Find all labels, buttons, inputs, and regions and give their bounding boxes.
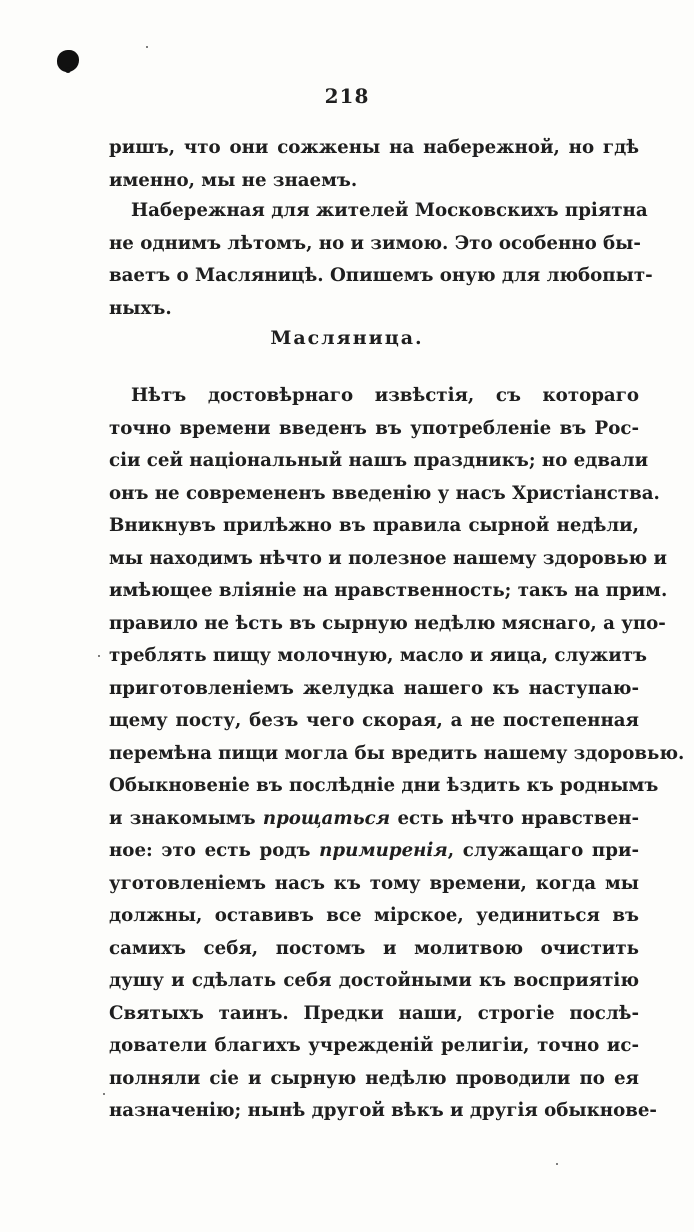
text-line: душу и сдѣлать себя достойными къ восприятію [109,970,639,991]
text-line: полняли сіе и сырную недѣлю проводили по ея [109,1067,639,1089]
text-line: сіи сей національный нашъ праздникъ; но едвали [109,450,649,471]
section-heading: Масляница. [270,327,424,349]
paragraph-maslenitsa [109,380,685,1128]
text-line: имѣющее вліяніе на нравственность; такъ на прим. [109,580,668,601]
text-line: уготовленіемъ насъ къ тому времени, когда мы [109,872,639,894]
text-line: ваетъ о Масляницѣ. Опишемъ оную для любопыт- [109,265,653,286]
page-number: 218 [324,84,370,108]
text-line: Обыкновеніе въ послѣдніе дни ѣздить къ роднымъ [109,775,659,796]
italic-phrase: прощаться [262,807,391,829]
text-segment: и знакомымъ [109,807,263,829]
paragraph-embankment [109,195,653,325]
text-segment: ное: это есть родъ [109,840,320,861]
text-line: перемѣна пищи могла бы вредить нашему здоровью. [109,742,685,764]
text-line [109,803,639,836]
text-line: приготовленіемъ желудка нашего къ наступаю- [109,677,639,699]
text-line: треблять пищу молочную, масло и яица, служитъ [109,645,648,666]
text-line: Нѣтъ достовѣрнаго извѣстія, съ котораго [131,385,639,406]
paper-speck [98,655,100,657]
text-line: Вникнувъ прилѣжно въ правила сырной недѣли, [109,515,639,536]
text-line: Набережная для жителей Московскихъ пріятна [131,200,648,221]
text-line: должны, оставивъ все мірское, уединиться въ [109,905,639,926]
text-line: ныхъ. [109,297,172,319]
text-line: дователи благихъ учрежденій религіи, точно ис- [109,1035,639,1056]
text-line: ришъ, что они сожжены на набережной, но гдѣ [109,137,639,158]
text-line: именно, мы не знаемъ. [109,169,358,191]
text-line: щему посту, безъ чего скорая, а не постепенная [109,710,639,731]
ink-blot [57,50,79,72]
text-line: самихъ себя, постомъ и молитвою очистить [109,937,639,959]
text-line: мы находимъ нѣчто и полезное нашему здоровью и [109,547,668,569]
text-segment: , служащаго при- [447,840,639,861]
text-line: Святыхъ таинъ. Предки наши, строгіе послѣ- [109,1002,639,1024]
text-line: правило не ѣсть въ сырную недѣлю мяснаго, а упо- [109,612,666,634]
text-line [109,835,639,868]
text-line: назначенію; нынѣ другой вѣкъ и другія обыкнове- [109,1100,657,1121]
paper-speck [103,1093,105,1095]
text-line: онъ не современенъ введенію у насъ Христіанства. [109,482,660,504]
paper-speck [556,1163,558,1165]
paragraph-continuation [109,132,639,197]
text-segment: есть нѣчто нравствен- [390,807,639,829]
text-line: точно времени введенъ въ употребленіе въ Рос- [109,417,639,439]
italic-phrase: примиренія [319,840,448,861]
paper-speck [146,46,148,48]
text-line: не однимъ лѣтомъ, но и зимою. Это особенно бы- [109,232,641,254]
